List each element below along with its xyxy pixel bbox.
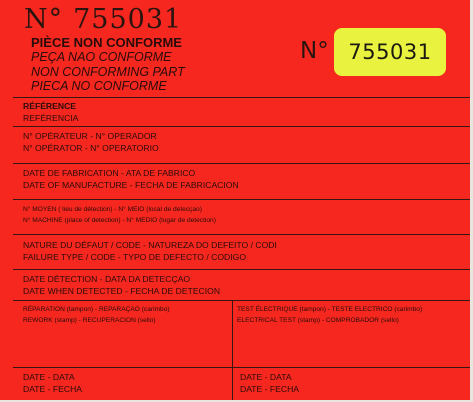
divider — [13, 367, 470, 368]
repair-label-2: REWORK (stamp) - RECUPERACION (sello) — [23, 316, 156, 324]
number-symbol: N° — [24, 4, 64, 35]
reference-field — [23, 101, 78, 124]
test-label-2: ELECTRICAL TEST (stamp) - COMPROBADOR (sello) — [237, 316, 399, 324]
manufacture-label-1: DATE DE FABRICATION - ATA DE FABRICO — [23, 168, 196, 178]
detection-label-2: DATE WHEN DETECTED - FECHA DE DETECION — [23, 285, 221, 296]
divider — [13, 163, 470, 164]
machine-field — [23, 205, 216, 226]
title-en: NON CONFORMING PART — [31, 64, 185, 79]
defect-label-2: FAILURE TYPE / CODE - TYPO DE DEFECTO / CODIGO — [23, 251, 247, 262]
electrical-test-field — [237, 305, 422, 326]
machine-label-1: N° MOYEN ( lieu de détection) - N° MEIO (local de detecçao) — [23, 206, 202, 213]
repair-field — [23, 305, 170, 326]
column-divider — [232, 300, 233, 400]
date-right-label-2: DATE - FECHA — [240, 383, 300, 394]
divider — [13, 199, 470, 200]
serial-number-header — [24, 2, 182, 38]
manufacture-date-field — [23, 168, 239, 191]
operator-label-1: N° OPÉRATEUR - N° OPERADOR — [23, 131, 157, 141]
date-right-label-1: DATE - DATA — [240, 372, 292, 382]
test-label-1: TEST ÉLECTRIQUE (tampon) - TESTE ELECTRICO (carimbo) — [237, 306, 423, 313]
number-symbol-right: N° — [300, 38, 329, 64]
title-fr: PIÈCE NON CONFORME — [31, 35, 182, 50]
detection-label-1: DATE DÉTECTION - DATA DA DETECÇAO — [23, 274, 191, 284]
date-left-field — [23, 372, 82, 395]
manufacture-label-2: DATE OF MANUFACTURE - FECHA DE FABRICACION — [23, 179, 239, 190]
divider — [13, 234, 470, 235]
title-pt: PEÇA NAO CONFORME — [31, 50, 172, 64]
title-block — [31, 35, 185, 94]
divider — [13, 269, 470, 270]
detection-date-field — [23, 274, 220, 297]
defect-field — [23, 240, 277, 263]
defect-label-1: NATURE DU DÉFAUT / CODE - NATUREZA DO DEFEITO / CODI — [23, 240, 277, 250]
repair-label-1: RÉPARATION (tampon) - REPARAÇAO (carimbo) — [23, 306, 170, 313]
operator-field — [23, 131, 159, 154]
reference-label-pt: REFÉRENCIA — [23, 112, 79, 123]
date-right-field — [240, 372, 299, 395]
divider — [13, 126, 470, 127]
date-left-label-1: DATE - DATA — [23, 372, 75, 382]
divider — [13, 300, 470, 301]
date-left-label-2: DATE - FECHA — [23, 383, 83, 394]
machine-label-2: N° MACHINE (place of detection) - N° MEDIO (lugar de detection) — [23, 216, 216, 224]
serial-sticker: 755031 — [334, 28, 446, 76]
serial-number: 755031 — [73, 4, 183, 35]
reference-label-fr: RÉFÉRENCE — [23, 101, 77, 111]
operator-label-2: N° OPÉRATOR - N° OPERATORIO — [23, 142, 159, 153]
title-es: PIECA NO CONFORME — [31, 79, 167, 93]
divider — [13, 97, 470, 98]
